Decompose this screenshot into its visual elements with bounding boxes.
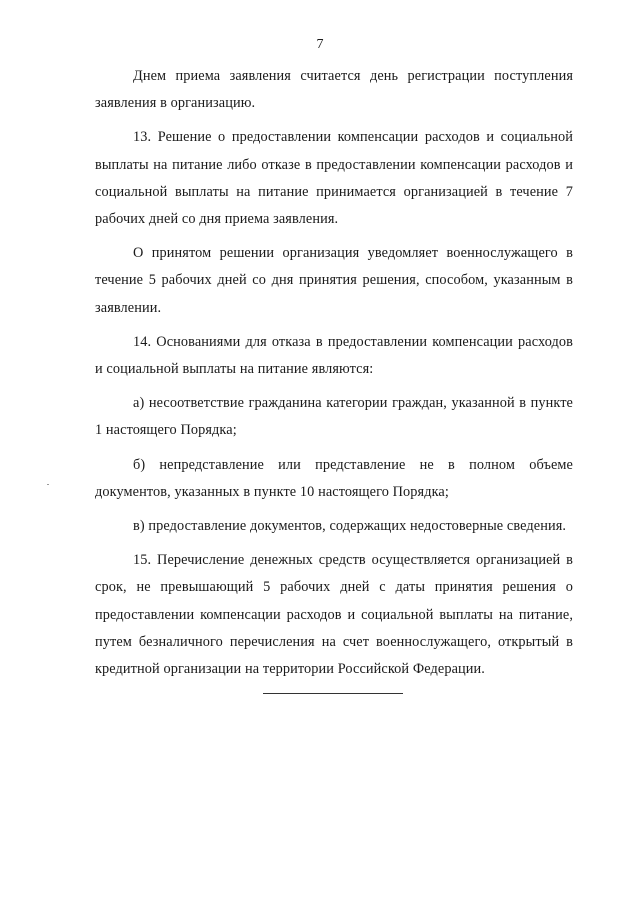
- paragraph-13-decision: 13. Решение о предоставлении компенсации расходов и социальной выплаты на питание либо отказе в предоставлении компенсации расходов и социальной выплаты на питание принимается организацией в течение 7 рабочих дней со дня приема заявления.: [95, 129, 573, 228]
- document-body: [95, 63, 573, 683]
- paragraph-15-transfer: 15. Перечисление денежных средств осуществляется организацией в срок, не превышающий 5 рабочих дней с даты принятия решения о предоставлении компенсации расходов и социальной выплаты на питание, путем безналичного перечисления на счет военнослужащего, открытый в кредитной организации на территории Российской Федерации.: [95, 552, 573, 678]
- paragraph-notification: О принятом решении организация уведомляет военнослужащего в течение 5 рабочих дней со дня принятия решения, способом, указанным в заявлении.: [95, 245, 573, 316]
- margin-mark: [47, 484, 49, 485]
- paragraph-application-date: Днем приема заявления считается день регистрации поступления заявления в организацию.: [95, 68, 573, 112]
- list-item-v: в) предоставление документов, содержащих недостоверные сведения.: [133, 518, 567, 535]
- paragraph-14-refusal-grounds: 14. Основаниями для отказа в предоставлении компенсации расходов и социальной выплаты на питание являются:: [95, 333, 573, 378]
- list-item-a: а) несоответствие гражданина категории граждан, указанной в пункте 1 настоящего Порядка;: [95, 395, 573, 439]
- end-of-text-rule: [263, 693, 403, 694]
- list-item-b: б) непредставление или представление не в полном объеме документов, указанных в пункте 10 настоящего Порядка;: [95, 456, 573, 500]
- page-number: 7: [316, 37, 324, 52]
